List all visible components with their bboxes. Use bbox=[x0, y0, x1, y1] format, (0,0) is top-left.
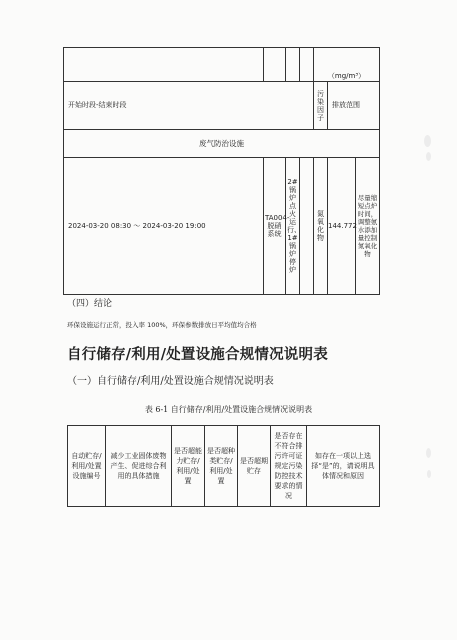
header-over-capacity: 是否超能力贮存/利用/处置 bbox=[172, 426, 205, 507]
conclusion-text: 环保设施运行正常，投入率 100%，环保参数排放日平均值均合格 bbox=[67, 321, 257, 329]
compliance-table bbox=[67, 425, 380, 507]
sub-heading: （一）自行储存/利用/处置设施合规情况说明表 bbox=[67, 376, 274, 387]
header-over-period: 是否超期贮存 bbox=[238, 426, 271, 507]
facility-header: 废气防治设施 bbox=[64, 130, 380, 158]
emission-table bbox=[63, 47, 380, 295]
main-heading: 自行储存/利用/处置设施合规情况说明表 bbox=[67, 346, 328, 363]
section4-heading: （四）结论 bbox=[67, 299, 113, 309]
event-value: 2#锅炉点火运行、1#锅炉停炉 bbox=[286, 158, 300, 295]
header-noncompliance: 是否存在不符合排污许可证规定污染防控技术要求的情况 bbox=[271, 426, 307, 507]
scan-mark bbox=[424, 135, 431, 147]
header-facility-id: 自动贮存/利用/处置设施编号 bbox=[68, 426, 106, 507]
pollutant-value: 氮氧化物 bbox=[314, 158, 328, 295]
header-over-type: 是否超种类贮存/利用/处置 bbox=[205, 426, 238, 507]
header-measures: 减少工业固体废物产生、促进综合利用的具体措施 bbox=[106, 426, 172, 507]
limit-header: 排放范围 bbox=[328, 82, 380, 130]
emission-value: 144.772 bbox=[328, 158, 356, 295]
scan-mark bbox=[426, 448, 431, 458]
header-explanation: 如存在一项以上选择“是”的，请说明具体情况和原因 bbox=[307, 426, 380, 507]
scan-mark bbox=[426, 152, 431, 161]
pollutant-header: 污染因子 bbox=[314, 82, 328, 130]
table-caption: 表 6-1 自行储存/利用/处置设施合规情况说明表 bbox=[144, 405, 313, 414]
reason-value: 尽量缩短点炉时间，调整氨水添加量控制氮氧化物 bbox=[356, 158, 380, 295]
period-value: 2024-03-20 08:30 ～ 2024-03-20 19:00 bbox=[64, 158, 264, 295]
period-header: 开始时段-结束时段 bbox=[64, 82, 314, 130]
unit-label: （mg/m³） bbox=[314, 48, 380, 82]
facility-value: TA004-脱硝系统 bbox=[264, 158, 286, 295]
scan-mark bbox=[427, 470, 431, 478]
